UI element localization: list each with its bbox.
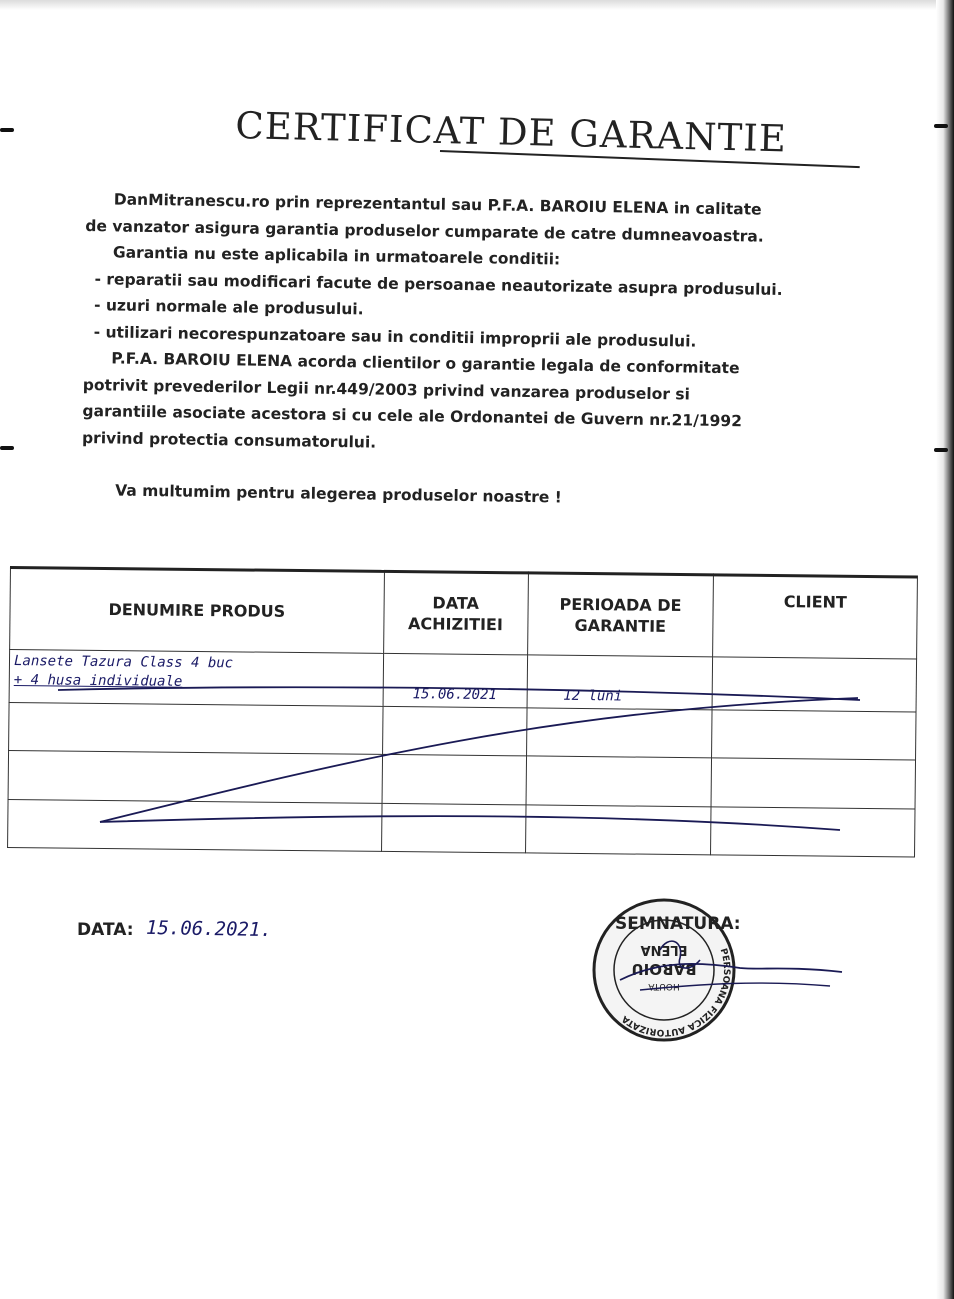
condition-item: - reparatii sau modificari facute de persoanae neautorizate asupra produsului. xyxy=(94,269,783,299)
paragraph-line: de vanzator asigura garantia produselor cumparate de catre dumneavoastra. xyxy=(85,216,764,246)
stamp-place: HOUTA xyxy=(648,981,680,991)
paragraph-line: P.F.A. BAROIU ELENA acorda clientilor o garantie legala de conformitate xyxy=(111,349,740,378)
product-line-1: Lansete Tazura Class 4 buc xyxy=(13,652,234,672)
date-label: DATA: xyxy=(77,920,134,940)
thanks-line: Va multumim pentru alegerea produselor noastre ! xyxy=(115,481,562,507)
header-purchase-date: DATA ACHIZITIEI xyxy=(383,571,528,654)
stamp-name-2: ELENA xyxy=(640,942,688,957)
header-warranty-period: PERIOADA DE GARANTIE xyxy=(527,573,714,657)
date-value: 15.06.2021. xyxy=(145,916,273,942)
condition-item: - utilizari necorespunzatoare sau in conditii improprii ale produsului. xyxy=(93,322,697,351)
header-client: CLIENT xyxy=(713,575,918,659)
product-line-2: + 4 husa individuale xyxy=(13,671,183,690)
header-product: DENUMIRE PRODUS xyxy=(10,568,384,654)
stamp-name-1: BAROIU xyxy=(631,960,697,978)
paragraph-line: garantiile asociate acestora si cu cele ale Ordonantei de Guvern nr.21/1992 xyxy=(82,401,743,431)
signature-label: SEMNATURA: xyxy=(615,914,741,934)
cell-warranty-period: 12 luni xyxy=(527,655,713,710)
paragraph-line: Garantia nu este aplicabila in urmatoarele conditii: xyxy=(112,243,561,269)
paragraph-line: DanMitranescu.ro prin reprezentantul sau P.F.A. BAROIU ELENA in calitate xyxy=(113,190,762,219)
paragraph-line: potrivit prevederilor Legii nr.449/2003 privind vanzarea produselor si xyxy=(82,375,691,404)
cell-purchase-date: 15.06.2021 xyxy=(383,653,527,707)
certificate-title: CERTIFICAT DE GARANTIE xyxy=(234,104,788,161)
paragraph-line: privind protectia consumatorului. xyxy=(81,428,377,452)
stamp-outer-text: PERSOANA FIZICA AUTORIZATA xyxy=(620,947,732,1038)
condition-item: - uzuri normale ale produsului. xyxy=(93,296,364,319)
